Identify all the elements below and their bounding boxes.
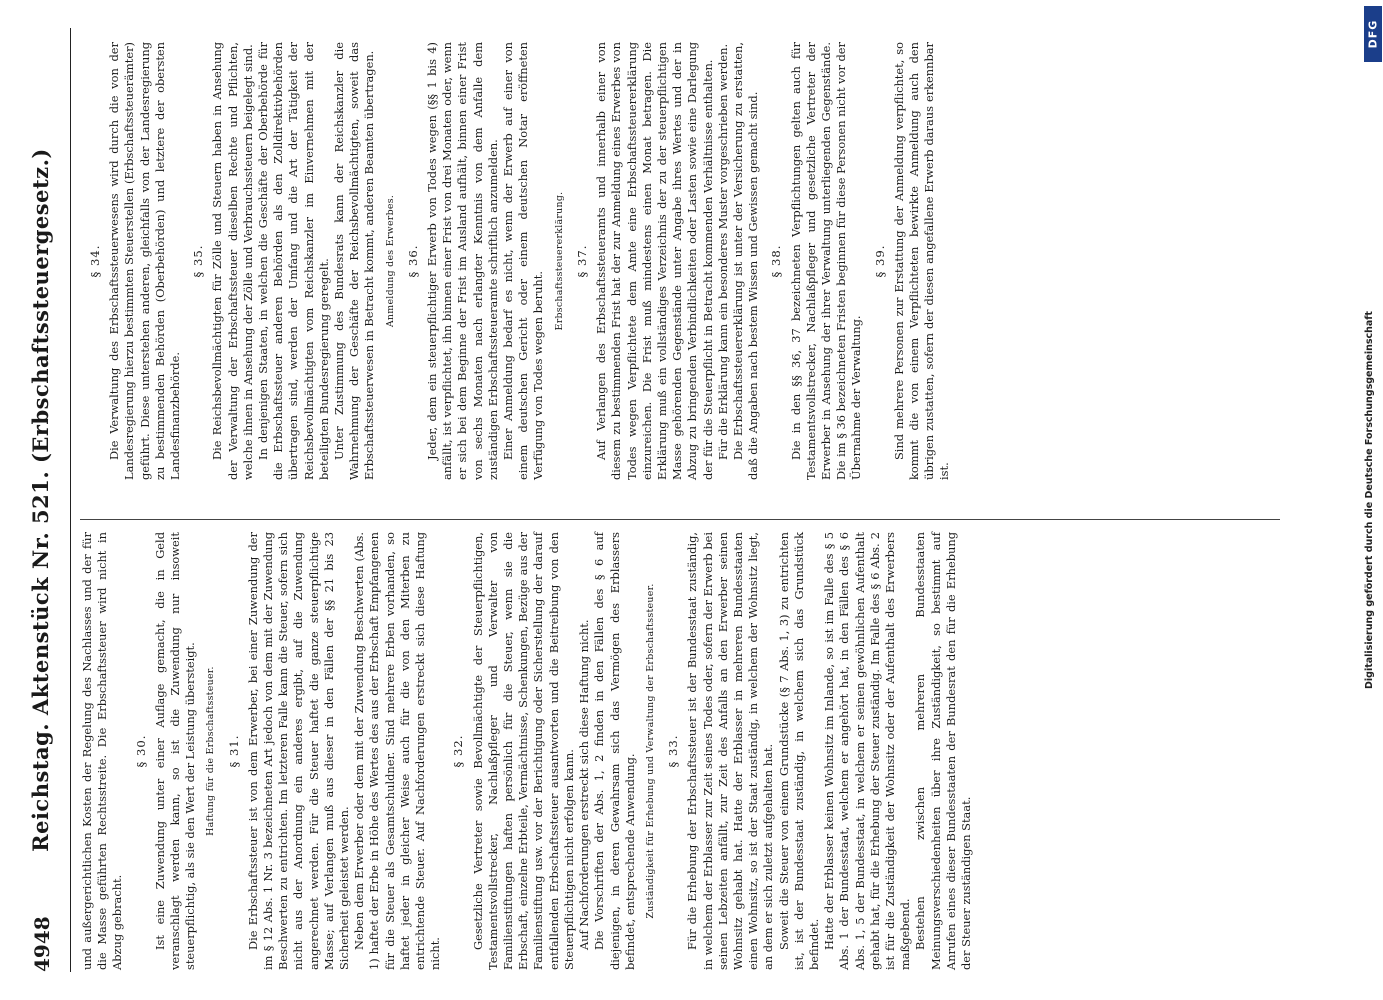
- paragraph: Ist eine Zuwendung unter einer Auflage gemacht, die in Geld veranschlagt werden kann, so ist die Zuwendung nur insoweit steuerpflichtig, als sie den Wert der Leistung übersteigt.: [152, 532, 198, 970]
- paragraph: Sind mehrere Personen zur Erstattung der Anmeldung verpflichtet, so kommt die von einem Verpflichteten bewirkte Anmeldung auch den übrigen zustatten, sofern der diesen angefallene Erwerb daraus erkennbar ist.: [891, 42, 952, 480]
- section-heading: § 32.: [451, 734, 466, 768]
- subheading: Zuständigkeit für Erhebung und Verwaltung der Erbschaftssteuer.: [644, 583, 656, 919]
- dfg-logo: [1364, 6, 1382, 62]
- paragraph: und außergerichtlichen Kosten der Regelung des Nachlasses und der für die Masse geführten Rechtsstreite. Die Erbschaftssteuer wird nicht in Abzug gebracht.: [80, 532, 125, 970]
- left-column: [80, 532, 974, 970]
- paragraph: Auf Verlangen des Erbschaftssteueramts und innerhalb einer von diesem zu bestimmenden Frist hat der zur Anmeldung eines Erwerbes von Todes wegen Verpflichtete dem Amte eine Erbschaftssteuererklärung einzureichen. Die Frist muß mindestens einen Monat betragen. Die Erklärung muß ein vollständiges Verzeichnis der zu der steuerpflichtigen Masse gehörenden Gegenstände unter Angabe ihres Wertes und der in Abzug zu bringenden Verbindlichkeiten oder Lasten sowie eine Darlegung der für die Steuerpflicht in Betracht kommenden Verhältnisse enthalten.: [594, 42, 715, 480]
- paragraph: Gesetzliche Vertreter sowie Bevollmächtigte der Steuerpflichtigen, Testamentsvollstrecker, Nachlaßpfleger und Verwalter von Familienstiftungen haften persönlich für die Steuer, wenn sie die Erbschaft, einzelne Erbteile, Vermächtnisse, Schenkungen, Bezüge aus der Familienstiftung usw. vor der Berichtigung oder Sicherstellung der darauf entfallenden Erbschaftssteuer ausantworten und die Beitreibung von den Steuerpflichtigen nicht erfolgen kann.: [470, 532, 576, 970]
- paragraph: Jeder, dem ein steuerpflichtiger Erwerb von Todes wegen (§§ 1 bis 4) anfällt, ist verpflichtet, ihn binnen einer Frist von drei Monaten oder, wenn er sich bei dem Beginne der Frist im Ausland aufhält, binnen einer Frist von sechs Monaten nach erlangter Kenntnis von dem Anfalle dem zuständigen Erbschaftssteueramte schriftlich anzumelden.: [425, 42, 500, 480]
- paragraph: In denjenigen Staaten, in welchen die Geschäfte der Oberbehörde für die Erbschaftssteuer anderen Behörden als den Zolldirektivbehörden übertragen sind, werden der Umfang und die Art der Tätigkeit der Reichsbevollmächtigten vom Reichskanzler im Einvernehmen mit der beteiligten Bundesregierung geregelt.: [256, 42, 331, 480]
- section-heading: § 37.: [574, 244, 589, 278]
- subheading: Erbschaftssteuererklärung.: [553, 191, 565, 331]
- paragraph: Unter Zustimmung des Bundesrats kann der Reichskanzler die Wahrnehmung der Geschäfte der Reichsbevollmächtigten, soweit das Erbschaftssteuerwesen in Betracht kommt, anderen Beamten übertragen.: [332, 42, 377, 480]
- paragraph: Hatte der Erblasser keinen Wohnsitz im Inlande, so ist im Falle des § 5 Abs. 1 der Bundesstaat, welchem er angehört hat, in den Fällen des § 6 Abs. 1, 5 der Bundesstaat, in welchem er seinen gewöhnlichen Aufenthalt gehabt hat, für die Erhebung der Steuer zuständig. Im Falle des § 6 Abs. 2 ist für die Zuständigkeit der Wohnsitz oder der Aufenthalt des Erwerbers maßgebend.: [822, 532, 913, 970]
- paragraph: Neben dem Erwerber oder dem mit der Zuwendung Beschwerten (Abs. 1) haftet der Erbe in Höhe des Wertes des aus der Erbschaft Empfangenen für die Steuer als Gesamtschuldner. Sind mehrere Erben vorhanden, so haftet jeder in gleicher Weise auch für die von den Miterben zu entrichtende Steuer. Auf Nachforderungen erstreckt sich diese Haftung nicht.: [352, 532, 443, 970]
- paragraph: Die Reichsbevollmächtigten für Zölle und Steuern haben in Ansehung der Verwaltung der Erbschaftssteuer dieselben Rechte und Pflichten, welche ihnen in Ansehung der Zölle und Verbrauchssteuern beigelegt sind.: [210, 42, 255, 480]
- paragraph: Für die Erklärung kann ein besonderes Muster vorgeschrieben werden.: [715, 43, 730, 460]
- section-heading: § 30.: [133, 734, 148, 768]
- paragraph: Die in den §§ 36, 37 bezeichneten Verpflichtungen gelten auch für Testamentsvollstrecker, Nachlaßpfleger und gesetzliche Vertreter der Erwerber in Ansehung der ihrer Verwaltung unterliegenden Gegenstände. Die im § 36 bezeichneten Fristen beginnen für diese Personen nicht vor der Übernahme der Verwaltung.: [788, 42, 864, 480]
- paragraph: Bestehen zwischen mehreren Bundesstaaten Meinungsverschiedenheiten über ihre Zuständigkeit, so bestimmt auf Anrufen eines dieser Bundesstaaten der Bundesrat den für die Erhebung der Steuer zuständigen Staat.: [913, 532, 973, 970]
- dfg-logo-text: DFG: [1366, 19, 1380, 49]
- paragraph: Die Erbschaftssteuer ist von dem Erwerber, bei einer Zuwendung der im § 12 Abs. 1 Nr. 3 bezeichneten Art jedoch von dem mit der Zuwendung Beschwerten zu entrichten. Im letzteren Falle kann die Steuer, sofern sich nicht aus der Anordnung ein anderes ergibt, auf die Zuwendung angerechnet werden. Für die Steuer haftet die ganze steuerpflichtige Masse; auf Verlangen muß aus dieser in den Fällen der §§ 21 bis 23 Sicherheit geleistet werden.: [245, 532, 352, 970]
- paragraph: Für die Erhebung der Erbschaftssteuer ist der Bundesstaat zuständig, in welchem der Erblasser zur Zeit seines Todes oder, sofern der Erwerb bei seinen Lebzeiten anfällt, zur Zeit des Anfalls an den Erwerber seinen Wohnsitz gehabt hat. Hatte der Erblasser in mehreren Bundesstaaten einen Wohnsitz, so ist der Staat zuständig, in welchem der Wohnsitz liegt, an dem er sich zuletzt aufgehalten hat.: [685, 532, 776, 970]
- section-heading: § 33.: [666, 734, 681, 768]
- header-rule: [70, 28, 71, 972]
- paragraph: Die Vorschriften der Abs. 1, 2 finden in den Fällen des § 6 auf diejenigen, in deren Gewahrsam sich das Vermögen des Erblassers befindet, entsprechende Anwendung.: [592, 532, 637, 970]
- paragraph: Soweit die Steuer von einem Grundstücke (§ 7 Abs. 1, 3) zu entrichten ist, ist der Bundesstaat zuständig, in welchem sich das Grundstück befindet.: [776, 532, 821, 970]
- subheading: Haftung für die Erbschaftssteuer.: [205, 666, 217, 836]
- section-heading: § 35.: [191, 244, 206, 278]
- section-heading: § 31.: [226, 734, 241, 768]
- section-heading: § 34.: [88, 244, 102, 278]
- page-header: [16, 28, 62, 972]
- column-divider: [80, 519, 1280, 520]
- paragraph: Auf Nachforderungen erstreckt sich diese Haftung nicht.: [577, 619, 592, 950]
- funding-note: Digitalisierung gefördert durch die Deutsche Forschungsgemeinschaft: [1364, 311, 1375, 689]
- section-heading: § 38.: [769, 244, 784, 278]
- paragraph: Einer Anmeldung bedarf es nicht, wenn der Erwerb auf einer von einem deutschen Gericht oder einem deutschen Notar eröffneten Verfügung von Todes wegen beruht.: [501, 42, 546, 480]
- right-column: [80, 42, 953, 480]
- subheading: Anmeldung des Erwerbes.: [384, 194, 396, 328]
- paragraph: Die Verwaltung des Erbschaftssteuerwesens wird durch die von der Landesregierung hierzu bestimmten Steuerstellen (Erbschaftssteuerämter) geführt. Diese unterstehen anderen, gleichfalls von der Landesregierung zu bestimmenden Behörden (Oberbehörden) und letztere der obersten Landesfinanzbehörde.: [107, 42, 183, 480]
- section-heading: § 36.: [405, 244, 420, 278]
- section-heading: § 39.: [872, 244, 887, 278]
- page-number: 4948: [30, 916, 54, 972]
- paragraph: Die Erbschaftssteuererklärung ist unter der Versicherung zu erstatten, daß die Angaben nach bestem Wissen und Gewissen gemacht sind.: [730, 42, 761, 480]
- page-title: Reichstag. Aktenstück Nr. 521. (Erbschaftssteuergesetz.): [28, 148, 53, 852]
